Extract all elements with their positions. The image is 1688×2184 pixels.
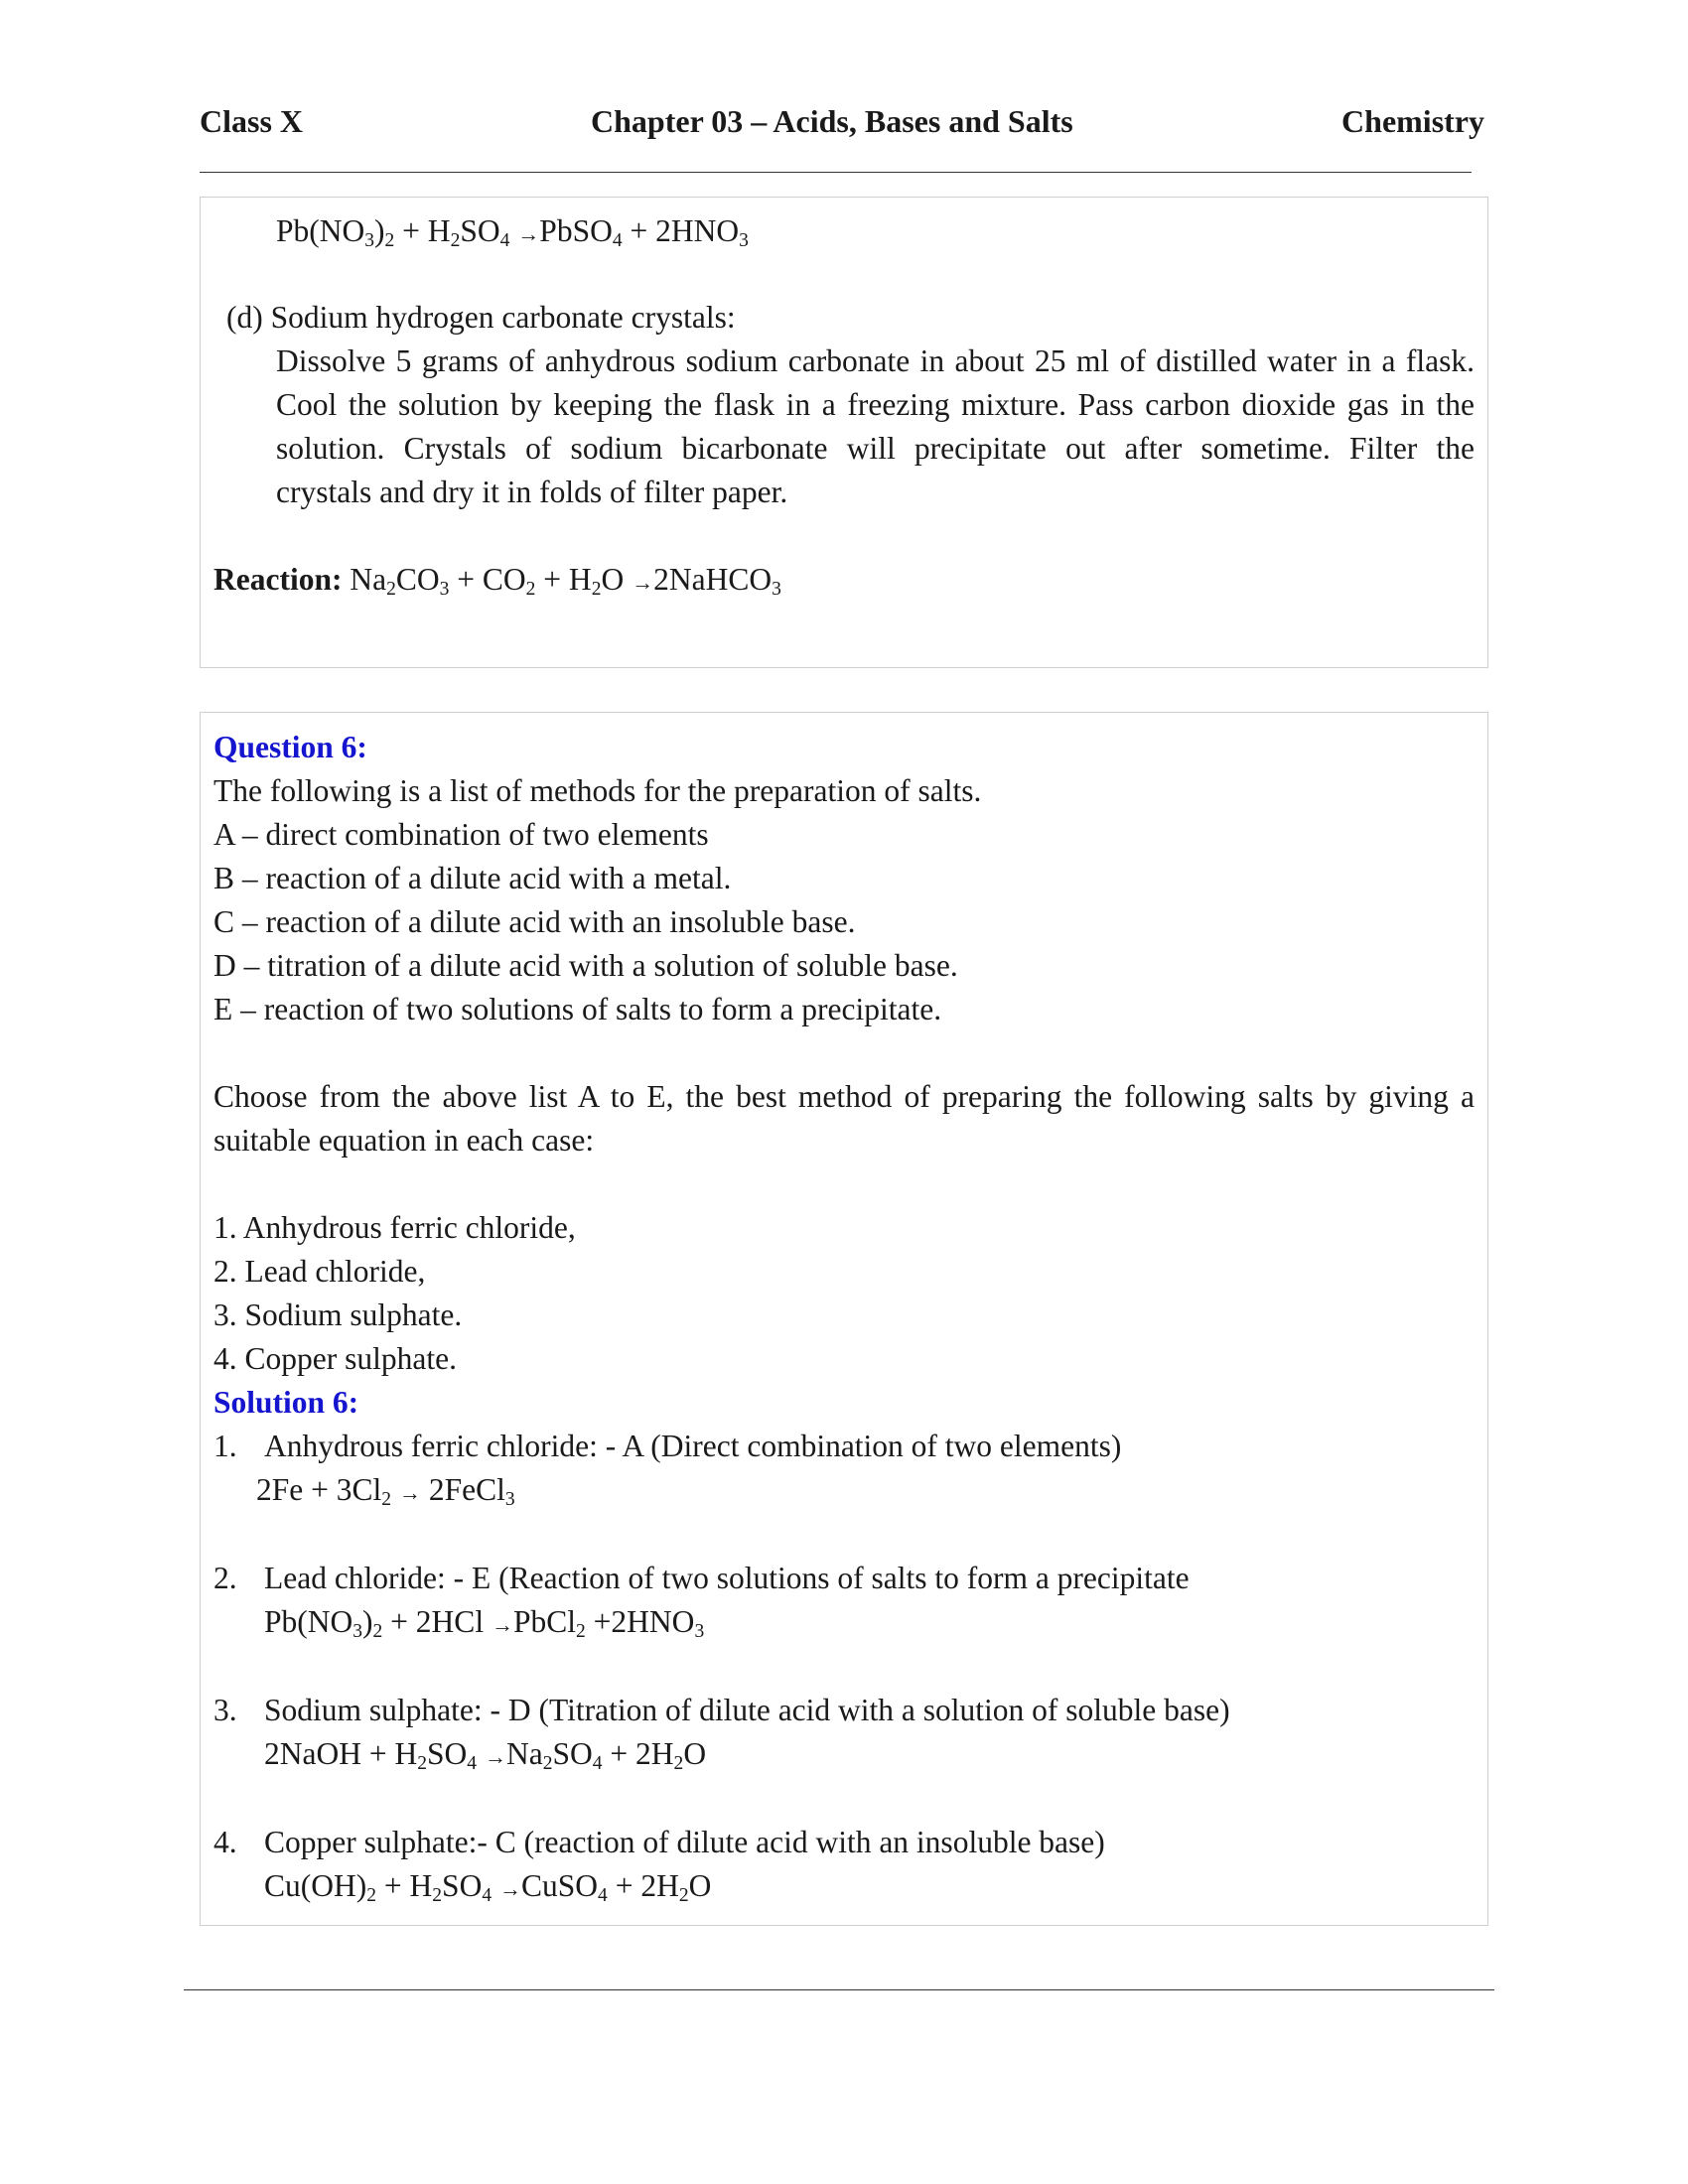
solution-item-text: Anhydrous ferric chloride: - A (Direct combination of two elements) (264, 1429, 1122, 1463)
solution-item-number: 4. (213, 1825, 237, 1859)
equation-lead-chloride: $Pb(NO_3)_2 + 2HCl$ →PbCl$_2$ $+2HNO_3$ (264, 1604, 705, 1642)
solution-item-number: 1. (213, 1429, 237, 1463)
paragraph-line: Dissolve 5 grams of anhydrous sodium carbonate in about 25 ml of distilled water in a flask. (276, 343, 1475, 378)
instruction-line: suitable equation in each case: (213, 1123, 595, 1158)
equation-ferric-chloride: $2Fe + 3Cl_2$ → 2FeCl$_3$ (256, 1472, 515, 1510)
salt-item: 3. Sodium sulphate. (213, 1297, 463, 1332)
header-subject: Chemistry (1341, 103, 1484, 139)
solution-item-text: Lead chloride: - E (Reaction of two solutions of salts to form a precipitate (264, 1561, 1190, 1595)
header-class: Class X (200, 103, 304, 139)
instruction-line: Choose from the above list A to E, the best method of preparing the following salts by giving a (213, 1079, 1475, 1114)
method-item: A – direct combination of two elements (213, 817, 709, 852)
method-item: C – reaction of a dilute acid with an insoluble base. (213, 904, 856, 939)
salt-item: 4. Copper sulphate. (213, 1341, 457, 1376)
question-intro: The following is a list of methods for the preparation of salts. (213, 773, 982, 808)
header-rule (200, 172, 1472, 173)
footer-rule (184, 1989, 1494, 1990)
salt-item: 1. Anhydrous ferric chloride, (213, 1210, 576, 1245)
method-item: D – titration of a dilute acid with a solution of soluble base. (213, 948, 958, 983)
paragraph-line: Cool the solution by keeping the flask in a freezing mixture. Pass carbon dioxide gas in the (276, 387, 1475, 422)
method-item: E – reaction of two solutions of salts to form a precipitate. (213, 992, 942, 1026)
header-chapter: Chapter 03 – Acids, Bases and Salts (591, 103, 1073, 139)
solution-item-number: 2. (213, 1561, 237, 1595)
solution-item-text: Copper sulphate:- C (reaction of dilute acid with an insoluble base) (264, 1825, 1105, 1859)
equation-sodium-sulphate: 2NaOH + $H_2SO_4 \to Na_2SO_4 + 2H_2O$ (264, 1736, 707, 1774)
equation-copper-sulphate: $Cu(OH)_2 + H_2SO_4$ →CuSO$_4$ + $2H_2O$ (264, 1868, 712, 1906)
paragraph-line: solution. Crystals of sodium bicarbonate will precipitate out after sometime. Filter the (276, 431, 1475, 466)
method-item: B – reaction of a dilute acid with a metal. (213, 861, 732, 895)
equation-lead-nitrate-sulphuric: $Pb(NO_3)_2 + H_2SO_4$ →PbSO$_4$ + $2HNO_3$ (276, 213, 749, 251)
paragraph-line: crystals and dry it in folds of filter paper. (276, 475, 788, 509)
solution-label: Solution 6: (213, 1385, 359, 1420)
solution-item-text: Sodium sulphate: - D (Titration of dilute acid with a solution of soluble base) (264, 1693, 1230, 1727)
reaction-label: Reaction: (213, 562, 343, 597)
solution-item-number: 3. (213, 1693, 237, 1727)
question-label: Question 6: (213, 730, 367, 764)
reaction-equation: Reaction: $Na_2CO_3 + CO_2 + H_2O$ →2NaHCO$_3$ (213, 562, 781, 600)
salt-item: 2. Lead chloride, (213, 1254, 426, 1289)
part-d-title: (d) Sodium hydrogen carbonate crystals: (226, 300, 736, 335)
